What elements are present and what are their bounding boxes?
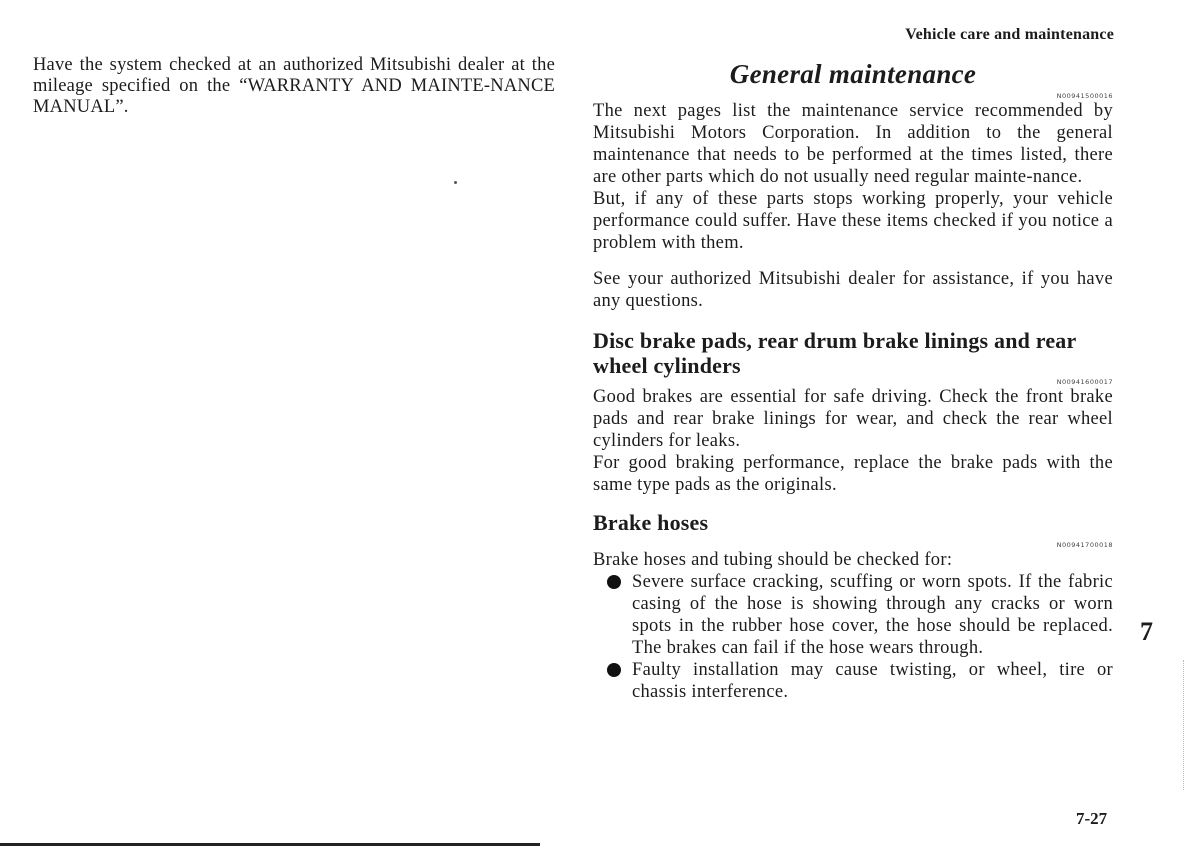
bullet-list [593, 571, 1113, 703]
paragraph: See your authorized Mitsubishi dealer for assistance, if you have any questions. [593, 269, 1113, 311]
paragraph: Good brakes are essential for safe driving. Check the front brake pads and rear brake linings for wear, and check the rear wheel cylinders for leaks. [593, 387, 1113, 451]
paragraph: But, if any of these parts stops working properly, your vehicle performance could suffer. Have these items checked if you notice a problem with them. [593, 189, 1113, 253]
scan-speck [454, 181, 457, 184]
list-item-text: Severe surface cracking, scuffing or worn spots. If the fabric casing of the hose is showing through any cracks or worn spots in the rubber hose cover, the hose should be replaced. The brakes can fail if the hose wears through. [632, 572, 1113, 658]
list-item [593, 659, 1113, 703]
ref-code: N00941500016 [1056, 92, 1113, 100]
section-title-general-maintenance: General maintenance [729, 59, 977, 89]
paragraph: For good braking performance, replace the brake pads with the same type pads as the originals. [593, 453, 1113, 495]
left-column-text: Have the system checked at an authorized Mitsubishi dealer at the mileage specified on the “WARRANTY AND MAINTE-NANCE MANUAL”. [33, 55, 555, 117]
edge-marks [1183, 660, 1190, 790]
paragraph: Brake hoses and tubing should be checked for: [593, 550, 953, 570]
running-header: Vehicle care and maintenance [905, 26, 1114, 43]
ref-code: N00941600017 [1056, 378, 1113, 386]
subhead-brake-hoses: Brake hoses [593, 510, 709, 535]
paragraph: The next pages list the maintenance service recommended by Mitsubishi Motors Corporation. In addition to the general maintenance that needs to be performed at the times listed, there are other parts which do not usually need regular mainte-nance. [593, 101, 1113, 187]
bullet-dot-icon [607, 575, 621, 589]
bottom-rule [0, 843, 540, 846]
page-number: 7-27 [1076, 809, 1108, 828]
right-column [593, 58, 1113, 703]
list-item-text: Faulty installation may cause twisting, or wheel, tire or chassis interference. [632, 660, 1113, 702]
ref-code: N00941700018 [1056, 541, 1113, 549]
bullet-dot-icon [607, 663, 621, 677]
chapter-tab: 7 [1140, 617, 1153, 646]
subhead-disc-brake-pads: Disc brake pads, rear drum brake linings and rear wheel cylinders [593, 328, 1077, 378]
list-item [593, 571, 1113, 659]
